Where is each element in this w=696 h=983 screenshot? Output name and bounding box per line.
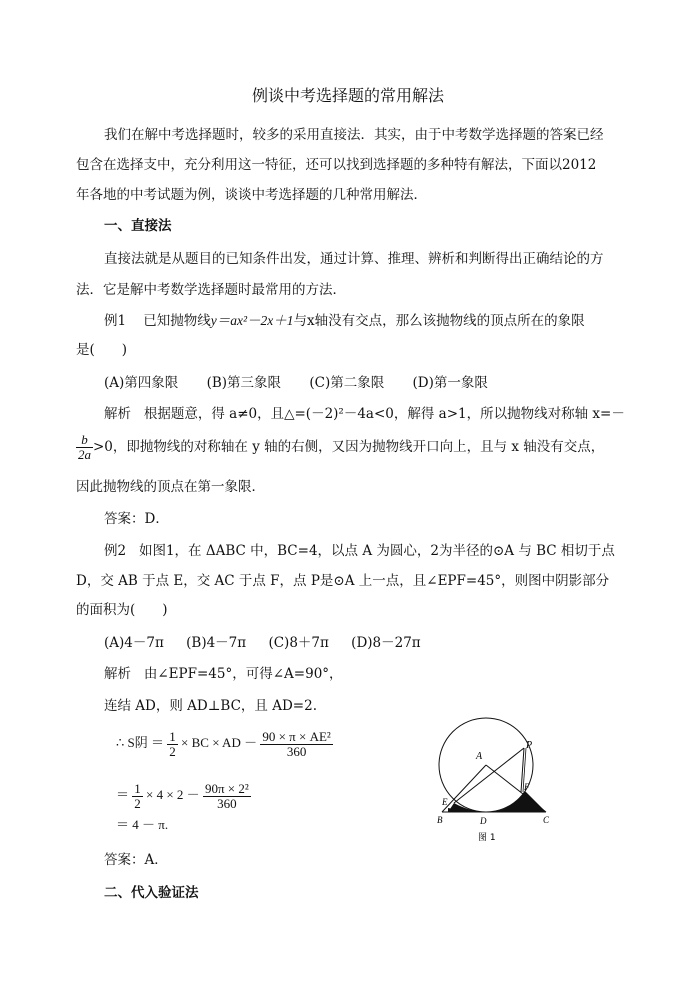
example1-fraction	[76, 433, 93, 462]
example1-options	[104, 373, 512, 393]
segment-pe	[454, 748, 524, 803]
example1-q-pre: 已知抛物线	[143, 313, 211, 329]
formula1-fraction-1	[167, 730, 178, 759]
example1-option-c: (C)第二象限	[309, 375, 385, 391]
example1-solution-line-1	[104, 404, 625, 424]
intro-line-3: 年各地的中考试题为例，谈谈中考选择题的几种常用解法．	[76, 187, 427, 203]
label-p: P	[526, 740, 533, 751]
formula2-frac2-den: 360	[217, 795, 237, 811]
formula1-frac1-num: 1	[169, 728, 176, 744]
example1-option-d: (D)第一象限	[412, 375, 488, 391]
formula1-frac2-num: 90 × π × AE²	[262, 728, 331, 744]
label-d: D	[480, 816, 487, 826]
figure-caption: 图 1	[478, 833, 496, 843]
example1-option-a: (A)第四象限	[104, 375, 179, 391]
example2-question-line-1	[104, 541, 615, 561]
example1-fraction-denominator: 2a	[78, 447, 91, 462]
formula2-frac1-den: 2	[134, 795, 141, 811]
example2-option-c: (C)8＋7π	[268, 635, 329, 651]
example1-question-line-2: 是( )	[76, 342, 128, 358]
example2-question-line-2: D，交 AB 于点 E，交 AC 于点 F，点 P是⊙A 上一点，且∠EPF=45°，则图中阴影部分	[76, 573, 610, 589]
example1-solution-line-3: 因此抛物线的顶点在第一象限．	[76, 479, 265, 495]
formula2-frac2-num: 90π × 2²	[204, 780, 249, 796]
example1-equation: y＝ax²－2x＋1	[210, 313, 294, 328]
example2-q1: 如图1，在 ΔABC 中，BC=4，以点 A 为圆心，2为半径的⊙A 与 BC 相切于点	[138, 543, 615, 559]
example1-solution-line-2	[76, 432, 604, 462]
example2-solution-line-1	[104, 664, 343, 684]
formula2-lead: ＝	[116, 787, 130, 802]
formula2-middle: × 4 × 2 －	[146, 787, 200, 802]
section1-heading: 一、直接法	[104, 218, 172, 234]
formula1-middle: × BC × AD －	[181, 735, 258, 750]
example2-option-a: (A)4－7π	[104, 635, 164, 651]
formula-line-1	[116, 726, 333, 760]
formula-line-3: ＝ 4 － π.	[116, 817, 169, 832]
formula1-frac1-den: 2	[169, 743, 176, 759]
shaded-region-right	[486, 791, 546, 812]
formula2-fraction-1	[132, 782, 143, 811]
example1-solution-text-1: 根据题意，得 a≠0，且△=(－2)²－4a<0，解得 a>1，所以抛物线对称轴 x=－	[143, 406, 625, 422]
example1-solution-text-2: >0，即抛物线的对称轴在 y 轴的右侧，又因为抛物线开口向上，且与 x 轴没有交点，	[93, 439, 605, 455]
section1-desc-1: 直接法就是从题目的已知条件出发，通过计算、推理、辨析和判断得出正确结论的方	[104, 251, 604, 267]
label-a: A	[476, 751, 483, 762]
example2-solution-text-1: 由∠EPF=45°，可得∠A=90°，	[143, 666, 343, 682]
section1-desc-2: 法．它是解中考数学选择题时最常用的方法．	[76, 282, 346, 298]
example1-q-post: 与x轴没有交点，那么该抛物线的顶点所在的象限	[293, 313, 585, 329]
example2-label: 例2	[104, 543, 127, 559]
page-title: 例谈中考选择题的常用解法	[251, 86, 444, 105]
example1-question-line-1	[104, 311, 585, 331]
example1-fraction-numerator: b	[76, 433, 93, 448]
example2-options	[104, 633, 421, 653]
formula1-lead: ∴ S阴 ＝	[116, 735, 165, 750]
segment-ab	[442, 765, 486, 812]
label-c: C	[543, 815, 550, 825]
intro-line-2: 包含在选择支中，充分利用这一特征，还可以找到选择题的多种特有解法，下面以2012	[76, 157, 597, 173]
example2-solution-label: 解析	[104, 666, 131, 682]
formula-line-2	[116, 778, 251, 812]
example1-answer: 答案：D．	[104, 511, 169, 527]
intro-line-1: 我们在解中考选择题时，较多的采用直接法．其实，由于中考数学选择题的答案已经	[104, 127, 604, 143]
label-f: F	[524, 782, 530, 792]
formula1-frac2-den: 360	[286, 743, 307, 759]
formula2-fraction-2	[203, 782, 251, 811]
example1-label: 例1	[104, 313, 127, 329]
label-b: B	[437, 815, 443, 825]
figure-1	[428, 712, 560, 848]
example2-option-b: (B)4－7π	[186, 635, 247, 651]
example1-option-b: (B)第三象限	[206, 375, 282, 391]
example2-solution-line-2: 连结 AD，则 AD⊥BC，且 AD=2.	[104, 698, 317, 714]
label-e: E	[442, 797, 448, 807]
formula2-frac1-num: 1	[134, 780, 141, 796]
example2-question-line-3: 的面积为( )	[76, 602, 168, 618]
formula1-fraction-2	[260, 730, 332, 759]
example2-answer: 答案：A．	[104, 852, 168, 868]
example2-option-d: (D)8－27π	[351, 635, 421, 651]
example1-solution-label: 解析	[104, 406, 131, 422]
section2-heading: 二、代入验证法	[104, 885, 199, 901]
